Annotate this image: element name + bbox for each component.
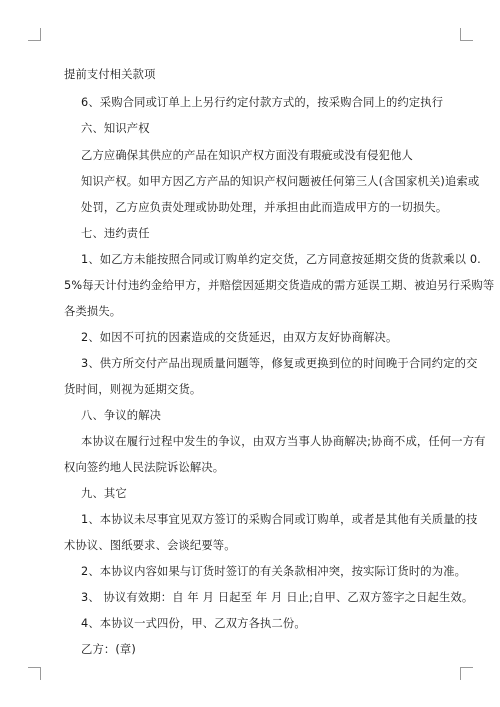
text-line: 1、本协议未尽事宜见双方签订的采购合同或订购单，或者是其他有关质量的技 bbox=[81, 513, 478, 526]
text-line: 2、如因不可抗的因素造成的交货延迟，由双方友好协商解决。 bbox=[81, 331, 398, 344]
section-heading: 六、知识产权 bbox=[81, 122, 150, 135]
section-heading: 七、违约责任 bbox=[81, 227, 150, 240]
text-line: 处罚，乙方应负责处理或协助处理，并承担由此而造成甲方的一切损失。 bbox=[81, 201, 448, 214]
signature-line: 乙方：(章) bbox=[81, 643, 136, 656]
text-line: 3、供方所交付产品出现质量问题等，修复或更换到位的时间晚于合同约定的交 bbox=[81, 357, 478, 370]
text-line: 2、本协议内容如果与订货时签订的有关条款相冲突，按实际订货时的为准。 bbox=[81, 565, 467, 578]
text-line: 知识产权。如甲方因乙方产品的知识产权问题被任何第三人(含国家机关)追索或 bbox=[81, 175, 480, 188]
text-line: 4、本协议一式四份，甲、乙双方各执二份。 bbox=[81, 617, 306, 630]
text-line: 本协议在履行过程中发生的争议，由双方当事人协商解决;协商不成，任何一方有 bbox=[81, 435, 486, 448]
section-heading: 八、争议的解决 bbox=[81, 409, 162, 422]
text-line: 1、如乙方未能按照合同或订购单约定交货，乙方同意按延期交货的货款乘以 0. bbox=[81, 253, 481, 266]
text-line: 提前支付相关款项 bbox=[64, 68, 156, 81]
text-line: 3、 协议有效期：自 年 月 日起至 年 月 日止;自甲、乙双方签字之日起生效。 bbox=[81, 591, 474, 604]
text-line: 乙方应确保其供应的产品在知识产权方面没有瑕疵或没有侵犯他人 bbox=[81, 149, 413, 162]
text-line: 各类损失。 bbox=[64, 305, 122, 318]
text-line: 货时间，则视为延期交货。 bbox=[64, 383, 202, 396]
text-line: 术协议、图纸要求、会谈纪要等。 bbox=[64, 539, 236, 552]
text-line: 6、采购合同或订单上上另行约定付款方式的，按采购合同上的约定执行 bbox=[81, 96, 444, 109]
section-heading: 九、其它 bbox=[81, 487, 127, 500]
text-line: 5%每天计付违约金给甲方，并赔偿因延期交货造成的需方延误工期、被迫另行采购等 bbox=[64, 279, 495, 292]
text-line: 权向签约地人民法院诉讼解决。 bbox=[64, 461, 225, 474]
